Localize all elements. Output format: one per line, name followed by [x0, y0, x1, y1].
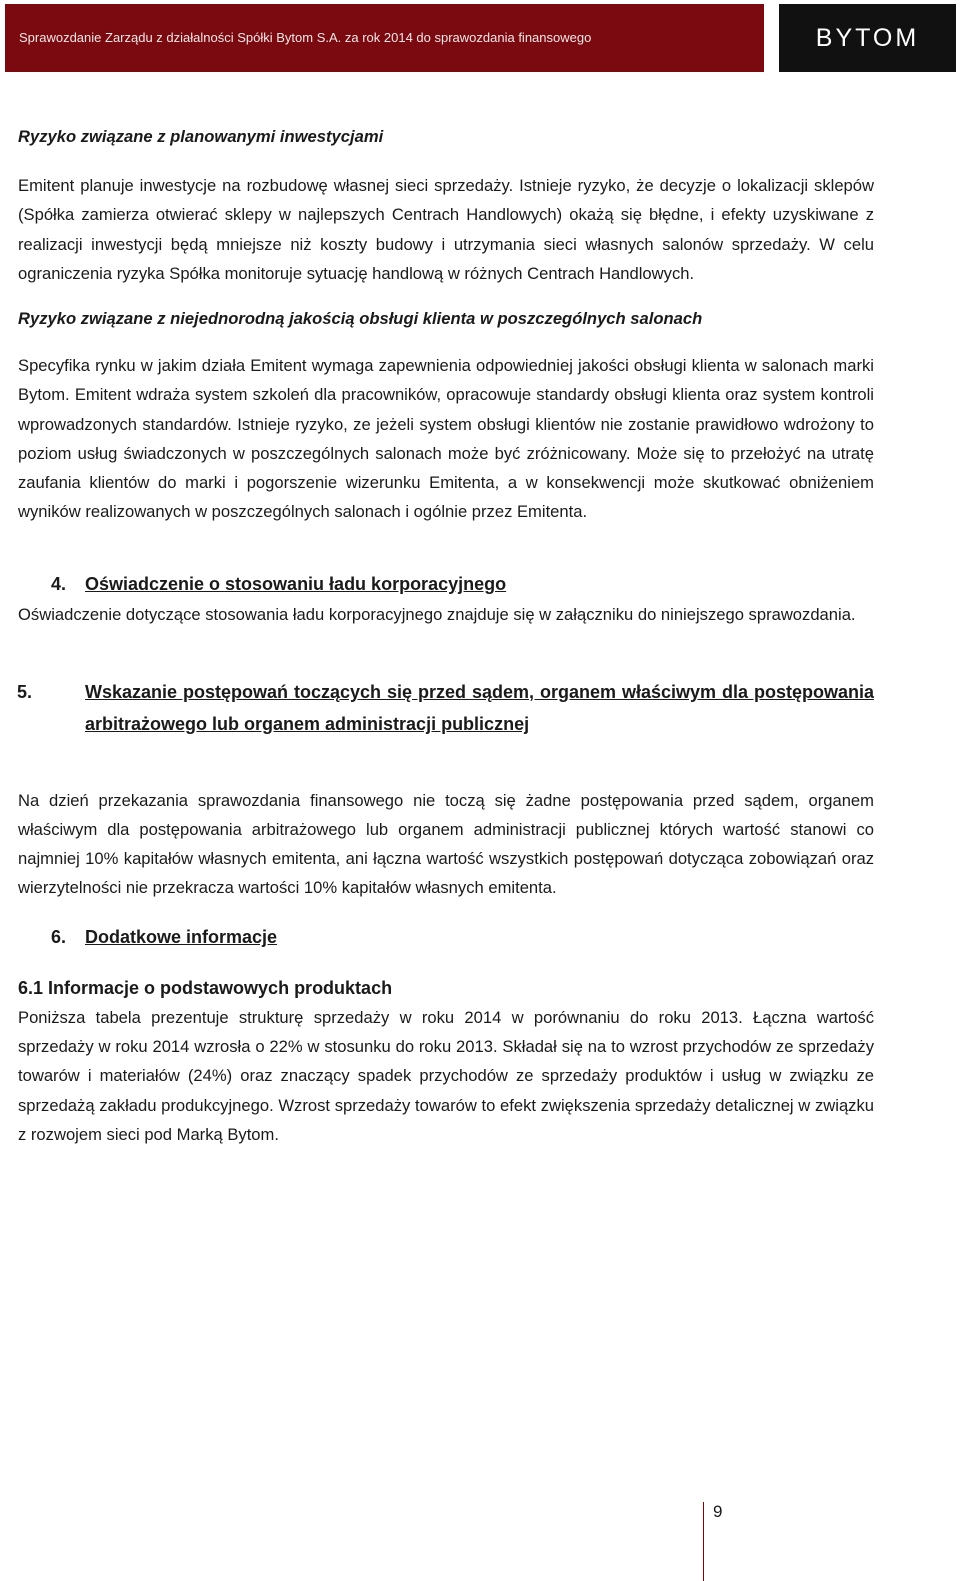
risk-service-body: Specyfika rynku w jakim działa Emitent wymaga zapewnienia odpowiedniej jakości obsługi klienta w salonach marki Bytom. Emitent wdraża system szkoleń dla pracowników, opracowuje standardy obsługi klienta oraz system kontroli wprowadzonych standardów. Istnieje ryzyko, ze jeżeli system obsługi klientów nie zostanie prawidłowo wdrożony to poziom usług świadczonych w poszczególnych salonach może być zróżnicowany. Może się to przełożyć na utratę zaufania klientów do marki i pogorszenie wizerunku Emitenta, a w konsekwencji może skutkować obniżeniem wyników realizowanych w poszczególnych salonach i ogólnie przez Emitenta. [18, 356, 874, 522]
section-4-body: Oświadczenie dotyczące stosowania ładu korporacyjnego znajduje się w załączniku do niniejszego sprawozdania. [18, 604, 856, 624]
section-6-title: Dodatkowe informacje [85, 926, 278, 947]
header-title: Sprawozdanie Zarządu z działalności Spółki Bytom S.A. za rok 2014 do sprawozdania finansowego [19, 30, 592, 45]
risk-investments-heading: Ryzyko związane z planowanymi inwestycjami [18, 127, 384, 146]
section-4-title: Oświadczenie o stosowaniu ładu korporacyjnego [85, 574, 507, 595]
section-4-number: 4. [51, 574, 67, 595]
section-5-title: Wskazanie postępowań toczących się przed sądem, organem właściwym dla postępowania arbitrażowego lub organem administracji publicznej [85, 681, 874, 734]
section-5-number: 5. [17, 681, 33, 702]
section-6-1-heading: 6.1 Informacje o podstawowych produktach [18, 977, 393, 998]
section-6-1-body: Poniższa tabela prezentuje strukturę sprzedaży w roku 2014 w porównaniu do roku 2013. Łączna wartość sprzedaży w roku 2014 wzrosła o 22% w stosunku do roku 2013. Składał się na to wzrost przychodów ze sprzedaży towarów i materiałów (24%) oraz znaczący spadek przychodów ze sprzedaży produktów i usług w związku ze sprzedażą zakładu produkcyjnego. Wzrost sprzedaży towarów to efekt zwiększenia sprzedaży detalicznej w związku z rozwojem sieci pod Marką Bytom. [18, 1008, 874, 1144]
risk-investments-body: Emitent planuje inwestycje na rozbudowę własnej sieci sprzedaży. Istnieje ryzyko, że decyzje o lokalizacji sklepów (Spółka zamierza otwierać sklepy w najlepszych Centrach Handlowych) okażą się błędne, i efekty uzyskiwane z realizacji inwestycji będą mniejsze niż koszty budowy i utrzymania sieci własnych salonów sprzedaży. W celu ograniczenia ryzyka Spółka monitoruje sytuację handlową w różnych Centrach Handlowych. [18, 176, 874, 283]
page-number: 9 [713, 1502, 723, 1521]
page-content [18, 122, 874, 1149]
section-4-heading [18, 570, 874, 599]
footer-divider [703, 1502, 704, 1581]
section-6-heading [18, 923, 874, 952]
bytom-logo [779, 4, 956, 72]
logo-text: BYTOM [815, 24, 920, 52]
risk-service-heading: Ryzyko związane z niejednorodną jakością obsługi klienta w poszczególnych salonach [18, 309, 703, 329]
section-6-number: 6. [51, 926, 67, 947]
section-5-heading [18, 676, 874, 740]
document-header-bar [5, 4, 764, 72]
section-5-body: Na dzień przekazania sprawozdania finansowego nie toczą się żadne postępowania przed sądem, organem właściwym dla postępowania arbitrażowego lub organem administracji publicznej których wartość stanowi co najmniej 10% kapitałów własnych emitenta, ani łączna wartość wszystkich postępowań dotycząca zobowiązań oraz wierzytelności nie przekracza wartości 10% kapitałów własnych emitenta. [18, 790, 874, 898]
